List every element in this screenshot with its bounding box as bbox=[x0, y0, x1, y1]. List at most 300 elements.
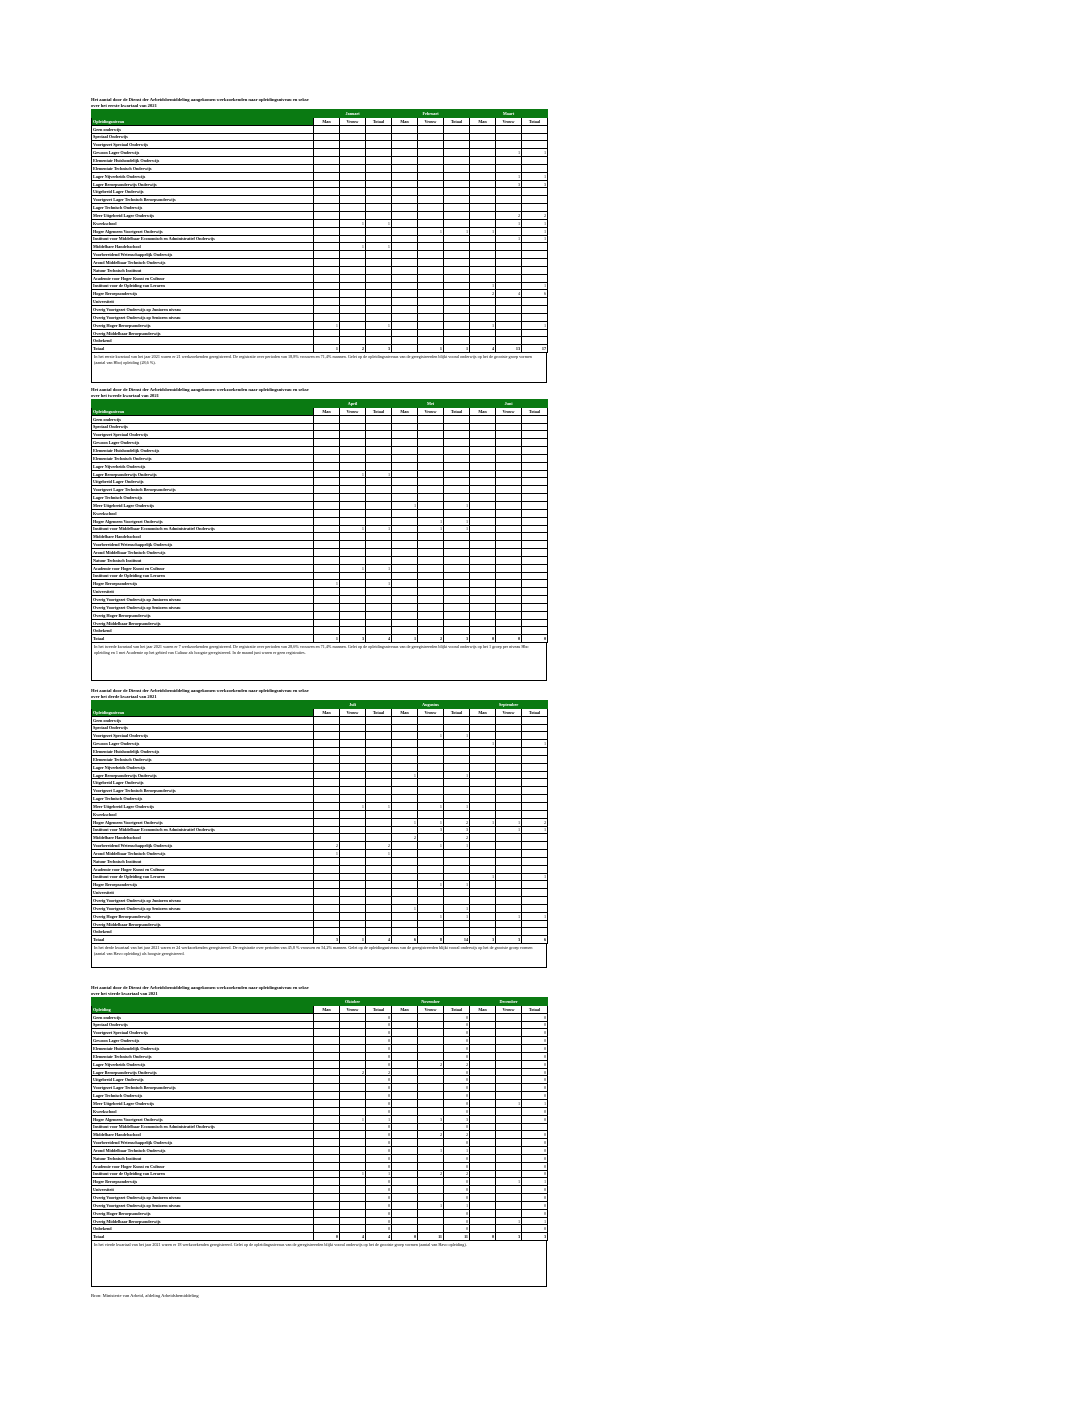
table-row bbox=[92, 431, 548, 439]
value-cell bbox=[366, 282, 392, 290]
value-cell bbox=[340, 572, 366, 580]
value-cell bbox=[314, 157, 340, 165]
value-cell bbox=[392, 564, 418, 572]
value-cell bbox=[444, 415, 470, 423]
value-cell: 0 bbox=[522, 1052, 548, 1060]
month-header-row bbox=[92, 701, 548, 709]
value-cell: 1 bbox=[418, 881, 444, 889]
value-cell: 0 bbox=[522, 1201, 548, 1209]
value-cell bbox=[340, 755, 366, 763]
value-cell bbox=[340, 619, 366, 627]
value-cell: 0 bbox=[444, 1217, 470, 1225]
table-row bbox=[92, 1147, 548, 1155]
value-cell bbox=[522, 470, 548, 478]
value-cell bbox=[314, 1068, 340, 1076]
value-cell bbox=[470, 1170, 496, 1178]
value-cell bbox=[444, 857, 470, 865]
value-cell bbox=[366, 912, 392, 920]
value-cell bbox=[340, 517, 366, 525]
row-label: Onbekend bbox=[92, 337, 314, 345]
value-cell bbox=[392, 196, 418, 204]
value-cell bbox=[470, 904, 496, 912]
value-cell: 1 bbox=[522, 826, 548, 834]
value-cell bbox=[418, 133, 444, 141]
empty-header-cell bbox=[92, 110, 314, 118]
row-label: Overig Hoger Beroepsonderwijs bbox=[92, 912, 314, 920]
value-cell: 1 bbox=[496, 1217, 522, 1225]
value-cell bbox=[496, 447, 522, 455]
value-cell bbox=[314, 290, 340, 298]
value-cell bbox=[392, 1147, 418, 1155]
value-cell bbox=[392, 298, 418, 306]
value-cell bbox=[470, 842, 496, 850]
value-cell: 1 bbox=[444, 501, 470, 509]
value-cell bbox=[392, 290, 418, 298]
table-row bbox=[92, 716, 548, 724]
value-cell bbox=[340, 763, 366, 771]
value-cell bbox=[496, 501, 522, 509]
value-cell: 1 bbox=[444, 771, 470, 779]
row-label: Elementair Technisch Onderwijs bbox=[92, 755, 314, 763]
value-cell bbox=[418, 850, 444, 858]
value-cell bbox=[470, 1021, 496, 1029]
value-cell bbox=[314, 1154, 340, 1162]
value-cell bbox=[496, 857, 522, 865]
value-cell bbox=[340, 1029, 366, 1037]
value-cell bbox=[444, 897, 470, 905]
value-cell bbox=[340, 1217, 366, 1225]
value-cell: 1 bbox=[522, 227, 548, 235]
value-cell bbox=[418, 243, 444, 251]
value-cell: 1 bbox=[392, 501, 418, 509]
value-cell bbox=[418, 865, 444, 873]
table-row bbox=[92, 447, 548, 455]
value-cell: 1 bbox=[496, 1178, 522, 1186]
value-cell bbox=[340, 321, 366, 329]
table-row bbox=[92, 1107, 548, 1115]
column-header: Totaal bbox=[444, 407, 470, 415]
value-cell bbox=[522, 588, 548, 596]
value-cell bbox=[314, 313, 340, 321]
value-cell bbox=[314, 1162, 340, 1170]
value-cell bbox=[496, 243, 522, 251]
value-cell: 1 bbox=[366, 580, 392, 588]
value-cell bbox=[470, 748, 496, 756]
column-header: Man bbox=[314, 117, 340, 125]
value-cell: 0 bbox=[366, 1029, 392, 1037]
row-label: Academie voor Hoger Kunst en Cultuur bbox=[92, 274, 314, 282]
value-cell bbox=[314, 439, 340, 447]
value-cell: 1 bbox=[340, 219, 366, 227]
value-cell bbox=[470, 716, 496, 724]
value-cell bbox=[522, 580, 548, 588]
value-cell bbox=[470, 881, 496, 889]
value-cell bbox=[366, 125, 392, 133]
value-cell: 0 bbox=[444, 1107, 470, 1115]
value-cell bbox=[314, 125, 340, 133]
value-cell bbox=[366, 164, 392, 172]
value-cell bbox=[444, 580, 470, 588]
quarter-note: In het eerste kwartaal van het jaar 2021 waren er 21 werkzoekenden geregistreerd. De registratie over perioden van 18,8% vrouwen en 71,4% mannen. Gelet op de opleidingsniveaus van de geregistreerden blijkt vooral onderwijs op het de grootste groep vormen (aantal van Hbo) opleiding (28,6 %). bbox=[91, 353, 547, 383]
value-cell bbox=[340, 1147, 366, 1155]
value-cell bbox=[418, 572, 444, 580]
value-cell bbox=[470, 266, 496, 274]
value-cell bbox=[314, 454, 340, 462]
value-cell bbox=[392, 541, 418, 549]
value-cell bbox=[496, 732, 522, 740]
value-cell: 0 bbox=[444, 1194, 470, 1202]
row-label: Lager Nijverheids Onderwijs bbox=[92, 763, 314, 771]
value-cell bbox=[340, 1209, 366, 1217]
value-cell bbox=[522, 274, 548, 282]
source-note: Bron: Ministerie van Arbeid, afdeling Arbeidsbemiddeling bbox=[91, 1293, 199, 1298]
value-cell bbox=[522, 904, 548, 912]
value-cell bbox=[496, 619, 522, 627]
table-row bbox=[92, 501, 548, 509]
value-cell bbox=[496, 1162, 522, 1170]
value-cell bbox=[496, 627, 522, 635]
value-cell: 0 bbox=[522, 1084, 548, 1092]
row-label: Universiteit bbox=[92, 298, 314, 306]
row-label: Uitgebreid Lager Onderwijs bbox=[92, 188, 314, 196]
value-cell bbox=[314, 149, 340, 157]
value-cell bbox=[496, 928, 522, 936]
value-cell bbox=[496, 1045, 522, 1053]
value-cell bbox=[444, 889, 470, 897]
value-cell bbox=[444, 564, 470, 572]
value-cell bbox=[470, 1178, 496, 1186]
total-cell: 11 bbox=[418, 1233, 444, 1241]
value-cell: 3 bbox=[418, 826, 444, 834]
value-cell: 0 bbox=[366, 1147, 392, 1155]
table-row bbox=[92, 1099, 548, 1107]
value-cell bbox=[314, 1186, 340, 1194]
value-cell: 0 bbox=[366, 1045, 392, 1053]
value-cell bbox=[470, 313, 496, 321]
value-cell bbox=[340, 1178, 366, 1186]
value-cell bbox=[340, 204, 366, 212]
table-row bbox=[92, 1162, 548, 1170]
value-cell bbox=[392, 1194, 418, 1202]
value-cell: 0 bbox=[444, 1154, 470, 1162]
column-header: Vrouw bbox=[340, 117, 366, 125]
value-cell bbox=[314, 897, 340, 905]
month-header: April bbox=[314, 400, 392, 408]
value-cell bbox=[496, 748, 522, 756]
table-row bbox=[92, 157, 548, 165]
value-cell: 0 bbox=[366, 1209, 392, 1217]
value-cell: 1 bbox=[340, 1170, 366, 1178]
value-cell bbox=[366, 897, 392, 905]
value-cell bbox=[314, 204, 340, 212]
value-cell bbox=[444, 196, 470, 204]
row-label: Meer Uitgebreid Lager Onderwijs bbox=[92, 1099, 314, 1107]
value-cell bbox=[314, 802, 340, 810]
value-cell bbox=[418, 603, 444, 611]
value-cell bbox=[444, 787, 470, 795]
value-cell bbox=[314, 619, 340, 627]
value-cell bbox=[392, 188, 418, 196]
column-header: Man bbox=[392, 1005, 418, 1013]
value-cell bbox=[444, 795, 470, 803]
value-cell bbox=[418, 740, 444, 748]
value-cell bbox=[366, 716, 392, 724]
table-row bbox=[92, 627, 548, 635]
row-label: Gewoon Lager Onderwijs bbox=[92, 1037, 314, 1045]
table-row bbox=[92, 549, 548, 557]
label-header: Opleiding bbox=[92, 1005, 314, 1013]
value-cell bbox=[470, 172, 496, 180]
value-cell bbox=[340, 149, 366, 157]
value-cell bbox=[314, 771, 340, 779]
value-cell bbox=[522, 157, 548, 165]
value-cell bbox=[470, 337, 496, 345]
value-cell bbox=[470, 298, 496, 306]
value-cell bbox=[470, 572, 496, 580]
value-cell bbox=[496, 802, 522, 810]
row-label: Kweekschool bbox=[92, 509, 314, 517]
value-cell bbox=[340, 771, 366, 779]
value-cell bbox=[522, 533, 548, 541]
table-row bbox=[92, 1052, 548, 1060]
table-row bbox=[92, 779, 548, 787]
row-label: Avond Middelbaar Technisch Onderwijs bbox=[92, 259, 314, 267]
value-cell bbox=[470, 180, 496, 188]
value-cell bbox=[522, 462, 548, 470]
value-cell bbox=[392, 204, 418, 212]
value-cell bbox=[314, 1107, 340, 1115]
value-cell bbox=[496, 274, 522, 282]
month-header: Augustus bbox=[392, 701, 470, 709]
total-cell: 3 bbox=[314, 936, 340, 944]
table-row bbox=[92, 259, 548, 267]
value-cell bbox=[418, 188, 444, 196]
value-cell bbox=[522, 517, 548, 525]
value-cell: 1 bbox=[340, 1115, 366, 1123]
value-cell: 1 bbox=[392, 771, 418, 779]
value-cell bbox=[392, 928, 418, 936]
value-cell bbox=[314, 501, 340, 509]
value-cell bbox=[392, 740, 418, 748]
value-cell bbox=[392, 235, 418, 243]
value-cell bbox=[366, 306, 392, 314]
value-cell bbox=[366, 266, 392, 274]
value-cell bbox=[340, 596, 366, 604]
value-cell bbox=[418, 810, 444, 818]
table-row bbox=[92, 787, 548, 795]
value-cell bbox=[366, 904, 392, 912]
value-cell bbox=[470, 1131, 496, 1139]
value-cell bbox=[366, 795, 392, 803]
value-cell: 0 bbox=[444, 1209, 470, 1217]
value-cell: 0 bbox=[522, 1068, 548, 1076]
value-cell bbox=[522, 125, 548, 133]
row-label: Gewoon Lager Onderwijs bbox=[92, 740, 314, 748]
value-cell: 1 bbox=[418, 802, 444, 810]
total-cell: 0 bbox=[470, 1233, 496, 1241]
total-cell: 3 bbox=[522, 1233, 548, 1241]
value-cell bbox=[470, 564, 496, 572]
value-cell bbox=[470, 219, 496, 227]
value-cell bbox=[314, 763, 340, 771]
value-cell: 0 bbox=[444, 1178, 470, 1186]
value-cell bbox=[522, 509, 548, 517]
value-cell: 2 bbox=[444, 834, 470, 842]
value-cell bbox=[392, 889, 418, 897]
row-label: Voorbereidend Wetenschappelijk Onderwijs bbox=[92, 541, 314, 549]
value-cell bbox=[392, 897, 418, 905]
value-cell bbox=[314, 826, 340, 834]
value-cell: 1 bbox=[522, 1178, 548, 1186]
value-cell bbox=[340, 290, 366, 298]
value-cell: 0 bbox=[444, 1123, 470, 1131]
row-label: Overig Middelbaar Beroepsonderwijs bbox=[92, 920, 314, 928]
row-label: Overig Voortgezet Onderwijs op Junioren niveau bbox=[92, 897, 314, 905]
table-row bbox=[92, 1154, 548, 1162]
month-header: Oktober bbox=[314, 998, 392, 1006]
value-cell bbox=[314, 298, 340, 306]
row-label: Uitgebreid Lager Onderwijs bbox=[92, 779, 314, 787]
table-row bbox=[92, 211, 548, 219]
row-label: Uitgebreid Lager Onderwijs bbox=[92, 478, 314, 486]
empty-header-cell bbox=[92, 998, 314, 1006]
value-cell bbox=[470, 1107, 496, 1115]
total-row bbox=[92, 635, 548, 643]
row-label: Natuur Technisch Instituut bbox=[92, 556, 314, 564]
value-cell bbox=[470, 501, 496, 509]
value-cell bbox=[340, 251, 366, 259]
value-cell: 0 bbox=[366, 1076, 392, 1084]
value-cell bbox=[522, 881, 548, 889]
table-row bbox=[92, 1068, 548, 1076]
value-cell bbox=[470, 486, 496, 494]
quarter-table bbox=[91, 700, 548, 944]
total-cell: 4 bbox=[470, 345, 496, 353]
value-cell bbox=[392, 842, 418, 850]
value-cell: 2 bbox=[366, 842, 392, 850]
value-cell bbox=[522, 141, 548, 149]
table-row bbox=[92, 1045, 548, 1053]
value-cell bbox=[340, 274, 366, 282]
value-cell bbox=[314, 235, 340, 243]
value-cell bbox=[444, 243, 470, 251]
table-row bbox=[92, 282, 548, 290]
label-header: Opleidingsniveau bbox=[92, 407, 314, 415]
table-row bbox=[92, 748, 548, 756]
column-header: Vrouw bbox=[418, 407, 444, 415]
value-cell bbox=[392, 533, 418, 541]
value-cell bbox=[444, 462, 470, 470]
value-cell bbox=[366, 787, 392, 795]
total-cell: 1 bbox=[314, 635, 340, 643]
row-label: Kweekschool bbox=[92, 219, 314, 227]
value-cell bbox=[418, 834, 444, 842]
row-label: Avond Middelbaar Technisch Onderwijs bbox=[92, 1147, 314, 1155]
value-cell bbox=[340, 724, 366, 732]
value-cell bbox=[314, 810, 340, 818]
value-cell bbox=[496, 1209, 522, 1217]
value-cell bbox=[418, 321, 444, 329]
value-cell bbox=[340, 748, 366, 756]
value-cell bbox=[444, 439, 470, 447]
value-cell bbox=[444, 755, 470, 763]
row-label: Academie voor Hoger Kunst en Cultuur bbox=[92, 865, 314, 873]
row-label: Natuur Technisch Instituut bbox=[92, 857, 314, 865]
value-cell bbox=[470, 1194, 496, 1202]
value-cell bbox=[366, 779, 392, 787]
row-label: Voortgezet Speciaal Onderwijs bbox=[92, 141, 314, 149]
value-cell: 0 bbox=[522, 1162, 548, 1170]
value-cell bbox=[314, 1060, 340, 1068]
value-cell bbox=[418, 1076, 444, 1084]
value-cell bbox=[314, 787, 340, 795]
value-cell bbox=[496, 787, 522, 795]
value-cell bbox=[366, 889, 392, 897]
value-cell: 2 bbox=[444, 1131, 470, 1139]
row-label: Instituut voor Middelbaar Economisch en Administratief Onderwijs bbox=[92, 826, 314, 834]
value-cell bbox=[340, 211, 366, 219]
row-label: Instituut voor de Opleiding van Leraren bbox=[92, 873, 314, 881]
value-cell: 2 bbox=[418, 1131, 444, 1139]
total-cell: 1 bbox=[444, 345, 470, 353]
value-cell: 2 bbox=[444, 818, 470, 826]
table-row bbox=[92, 755, 548, 763]
value-cell bbox=[392, 1123, 418, 1131]
value-cell bbox=[444, 164, 470, 172]
value-cell bbox=[496, 716, 522, 724]
value-cell bbox=[444, 306, 470, 314]
row-label: Onbekend bbox=[92, 1225, 314, 1233]
empty-header-cell bbox=[92, 701, 314, 709]
row-label: Uitgebreid Lager Onderwijs bbox=[92, 1076, 314, 1084]
table-row bbox=[92, 337, 548, 345]
value-cell: 3 bbox=[522, 180, 548, 188]
value-cell bbox=[470, 1052, 496, 1060]
value-cell bbox=[496, 549, 522, 557]
value-cell bbox=[340, 1225, 366, 1233]
value-cell bbox=[496, 298, 522, 306]
value-cell bbox=[496, 541, 522, 549]
total-cell: 2 bbox=[418, 635, 444, 643]
value-cell bbox=[522, 298, 548, 306]
value-cell bbox=[470, 259, 496, 267]
value-cell bbox=[470, 588, 496, 596]
value-cell bbox=[340, 125, 366, 133]
value-cell: 0 bbox=[522, 1076, 548, 1084]
table-subheading: over het tweede kwartaal van 2021 bbox=[91, 393, 159, 398]
value-cell bbox=[470, 1209, 496, 1217]
value-cell bbox=[470, 897, 496, 905]
value-cell bbox=[340, 509, 366, 517]
value-cell bbox=[314, 541, 340, 549]
value-cell bbox=[392, 313, 418, 321]
quarter-block-1 bbox=[91, 97, 547, 383]
value-cell bbox=[444, 180, 470, 188]
value-cell bbox=[340, 873, 366, 881]
table-row bbox=[92, 462, 548, 470]
row-label: Overig Voortgezet Onderwijs op Senioren niveau bbox=[92, 904, 314, 912]
table-row bbox=[92, 580, 548, 588]
value-cell bbox=[366, 494, 392, 502]
value-cell bbox=[470, 133, 496, 141]
value-cell bbox=[418, 211, 444, 219]
value-cell bbox=[444, 533, 470, 541]
value-cell bbox=[392, 478, 418, 486]
value-cell bbox=[470, 1068, 496, 1076]
value-cell bbox=[496, 439, 522, 447]
value-cell bbox=[340, 603, 366, 611]
value-cell: 1 bbox=[444, 517, 470, 525]
